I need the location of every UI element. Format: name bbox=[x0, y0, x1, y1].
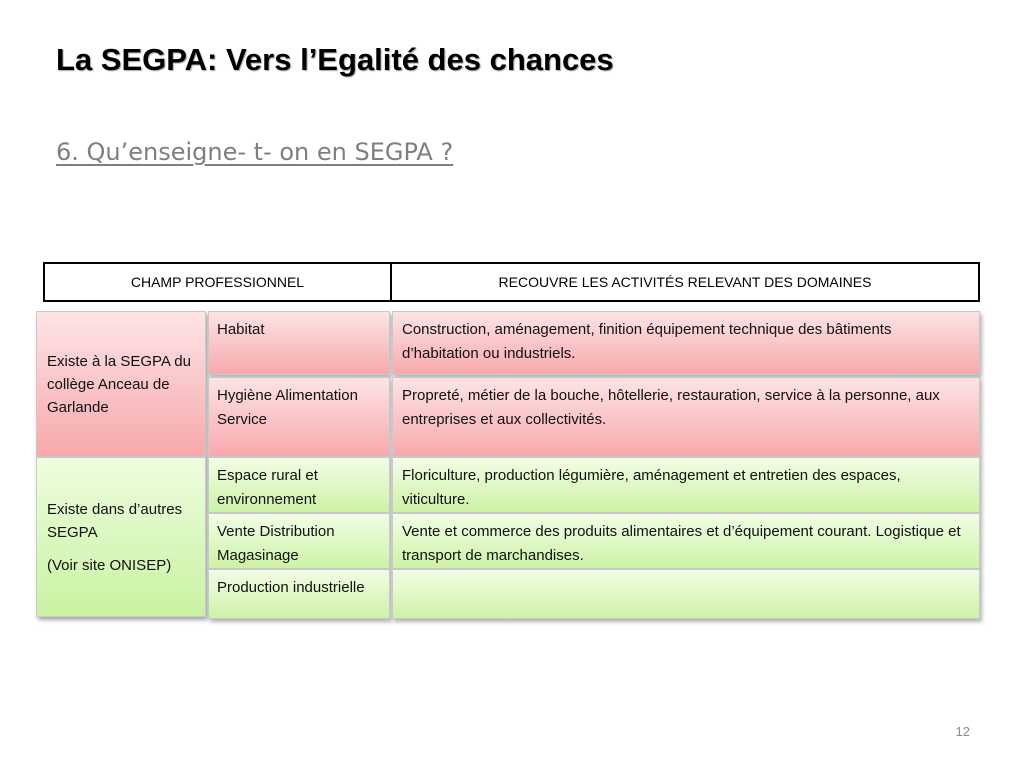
field-cell: Vente Distribution Magasinage bbox=[208, 513, 390, 569]
group-label: Existe dans d’autres SEGPA bbox=[47, 500, 183, 541]
table-header bbox=[43, 262, 980, 302]
group-anceau-de-garlande bbox=[36, 311, 206, 457]
field-cell: Production industrielle bbox=[208, 569, 390, 619]
group-label: Existe à la SEGPA du collège Anceau de Garlande bbox=[47, 352, 191, 416]
group-note: (Voir site ONISEP) bbox=[47, 556, 172, 574]
activities-cell bbox=[392, 569, 980, 619]
slide-title: La SEGPA: Vers l’Egalité des chances bbox=[56, 42, 614, 77]
field-cell: Hygiène Alimentation Service bbox=[208, 377, 390, 457]
activities-cell: Vente et commerce des produits alimentaires et d’équipement courant. Logistique et transport de marchandises. bbox=[392, 513, 980, 569]
activities-cell: Propreté, métier de la bouche, hôtellerie, restauration, service à la personne, aux entreprises et aux collectivités. bbox=[392, 377, 980, 457]
activities-cell: Floriculture, production légumière, aménagement et entretien des espaces, viticulture. bbox=[392, 457, 980, 513]
header-champ-professionnel: CHAMP PROFESSIONNEL bbox=[45, 264, 392, 300]
slide-subtitle: 6. Qu’enseigne- t- on en SEGPA ? bbox=[56, 138, 454, 166]
group-autres-segpa bbox=[36, 457, 206, 617]
activities-cell: Construction, aménagement, finition équipement technique des bâtiments d’habitation ou industriels. bbox=[392, 311, 980, 375]
header-activites: RECOUVRE LES ACTIVITÉS RELEVANT DES DOMAINES bbox=[498, 274, 872, 290]
page-number: 12 bbox=[955, 724, 970, 739]
field-cell: Espace rural et environnement bbox=[208, 457, 390, 513]
field-cell: Habitat bbox=[208, 311, 390, 375]
